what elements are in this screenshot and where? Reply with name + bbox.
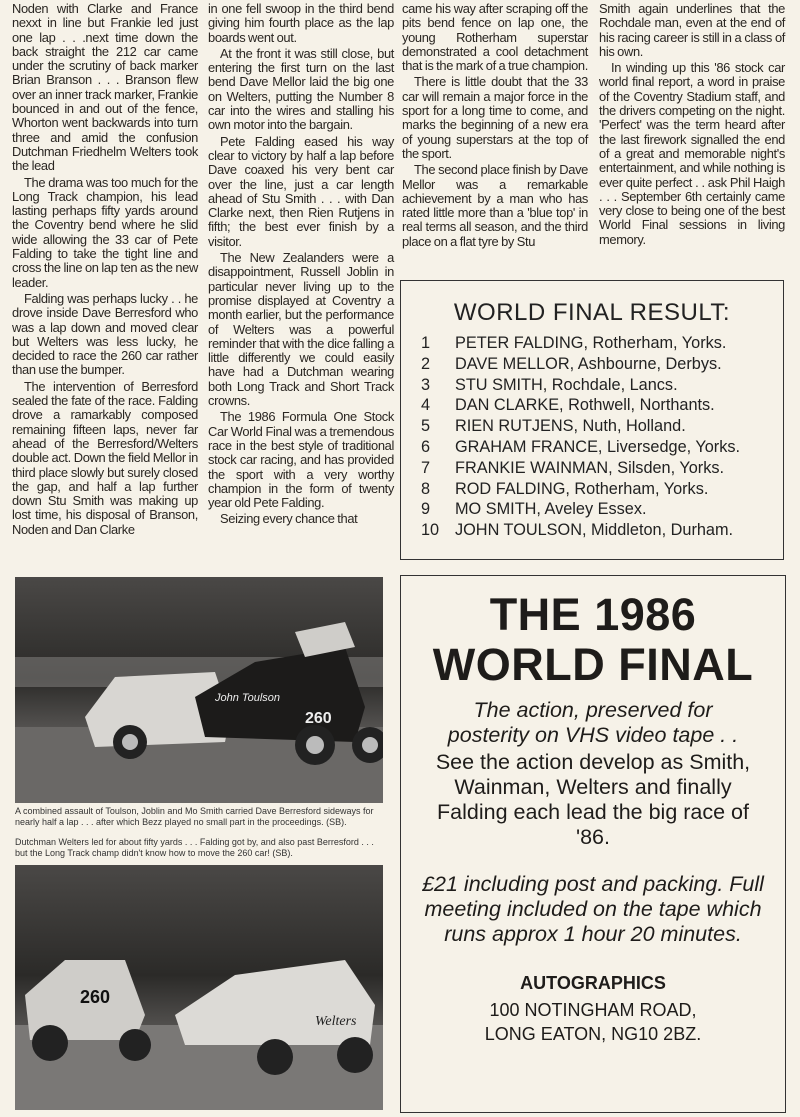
result-driver: DAVE MELLOR, Ashbourne, Derbys. [455, 354, 722, 373]
race-photo-2 [15, 865, 383, 1110]
result-position: 1 [421, 334, 431, 352]
paragraph: Noden with Clarke and France nexxt in line but Frankie led just one lap . . .next time down the back straight the 212 car came under the scrutiny of back marker Brian Branson . . . Branson flew over an inner track marker, Frankie bounced in and out of the fence, Whorton went backwards into turn three and amid the confusion Dutchman Friedhelm Welters took the lead [12, 1, 198, 174]
result-driver: ROD FALDING, Rotherham, Yorks. [455, 479, 709, 498]
photo-1-image [15, 577, 383, 803]
photo-2-caption: Dutchman Welters led for about fifty yards . . . Falding got by, and also past Berresford . . . but the Long Track champ didn't know how to move the 260 car! (SB). [15, 837, 374, 858]
paragraph: The New Zealanders were a disappointment, Russell Joblin in particular never living up to the promise displayed at Coventry a month earlier, but the performance of Welters was a powerful reminder that with the dice falling a little differently we could easily have had a Dutchman wearing both Long Track and Short Track crowns. [208, 250, 394, 409]
article-column-4 [599, 2, 785, 249]
car-number: 260 [80, 987, 111, 1007]
result-entry [421, 416, 783, 437]
paragraph: Pete Falding eased his way clear to victory by half a lap before Dave coaxed his very bent car over the line, just a car length ahead of Stu Smith . . . with Dan Clarke next, then Rien Rutjens in fifth; the best ever finish by a visitor. [208, 133, 394, 249]
result-driver: RIEN RUTJENS, Nuth, Holland. [455, 417, 686, 436]
advert-address-line-1: 100 NOTINGHAM ROAD, [489, 1000, 697, 1020]
paragraph: The drama was too much for the Long Track champion, his lead lasting perhaps fifty yards around the Coventry bend where he slid wide allowing the 33 car of Pete Falding to take the tight line and cross the line on lap ten as the new leader. [12, 174, 198, 290]
paragraph: The intervention of Berresford sealed the fate of the race. Falding drove a ramarkably composed remaining fifteen laps, never far ahead of the Berresford/Welters double act. Down the field Mellor in third place slowly but surely closed the gap, and half a lap further down Stu Smith was making up lost time, his disposal of Branson, Noden and Dan Clarke [12, 378, 198, 537]
car-signage: John Toulson [215, 692, 281, 704]
advert-company: AUTOGRAPHICS [520, 973, 666, 993]
article-column-2 [208, 2, 394, 529]
paragraph: The second place finish by Dave Mellor was a remarkable achievement by a man who has rated little more than a 'blue top' in real terms all season, and the third place on a flat tyre by Stu [402, 162, 588, 249]
advert-tagline: The action, preserved for posterity on VHS video tape . . [447, 698, 739, 747]
result-driver: STU SMITH, Rochdale, Lancs. [455, 375, 678, 394]
paragraph: in one fell swoop in the third bend giving him fourth place as the lap boards went out. [208, 1, 394, 45]
world-final-results-box [400, 280, 784, 560]
result-driver: MO SMITH, Aveley Essex. [455, 500, 647, 519]
result-entry [421, 520, 783, 541]
result-entry [421, 458, 783, 479]
advert-body: See the action develop as Smith, Wainman, Welters and finally Falding each lead the big race of '86. [435, 750, 751, 849]
result-entry [421, 437, 783, 458]
result-position: 5 [421, 417, 431, 436]
advert-address-line-2: LONG EATON, NG10 2BZ. [484, 1024, 702, 1044]
article-column-3 [402, 2, 588, 251]
result-driver: GRAHAM FRANCE, Liversedge, Yorks. [455, 437, 741, 456]
paragraph: Smith again underlines that the Rochdale man, even at the end of his racing career is still in a class of his own. [599, 1, 785, 59]
paragraph: came his way after scraping off the pits bend fence on lap one, the young Rotherham superstar demonstrated a cool detachment that is the mark of a true champion. [402, 1, 588, 74]
paragraph: At the front it was still close, but entering the first turn on the last bend Dave Mellor laid the big one on Welters, putting the Number 8 car into the wires and stalling his own motor into the bargain. [208, 45, 394, 133]
paragraph: Falding was perhaps lucky . . he drove inside Dave Berresford who was a lap down and moved clear but Welters was less lucky, he decided to race the 260 car rather than use the bumper. [12, 290, 198, 378]
result-position: 10 [421, 521, 440, 540]
car-signage: Welters [315, 1014, 357, 1029]
paragraph: Seizing every chance that [220, 511, 358, 527]
result-position: 4 [421, 396, 431, 415]
result-position: 6 [421, 437, 431, 456]
advert-title-line-1: THE 1986 [489, 589, 697, 640]
result-position: 3 [421, 375, 431, 394]
result-entry [421, 333, 783, 354]
result-driver: DAN CLARKE, Rothwell, Northants. [455, 396, 715, 415]
photo-1-caption: A combined assault of Toulson, Joblin and Mo Smith carried Dave Berresford sideways for nearly half a lap . . . after which Bezz played no small part in the proceedings. (SB). [15, 806, 374, 827]
article-column-1 [12, 2, 198, 539]
result-driver: PETER FALDING, Rotherham, Yorks. [455, 334, 727, 352]
result-entry [421, 354, 783, 375]
result-position: 8 [421, 479, 431, 498]
results-title: WORLD FINAL RESULT: [453, 299, 731, 326]
result-entry [421, 395, 783, 416]
paragraph: In winding up this '86 stock car world final report, a word in praise of the Coventry Stadium staff, and the drivers competing on the night. 'Perfect' was the term heard after the last firework signalled the end of a great and memorable night's entertainment, and while nothing is ever quite perfect . . ask Phil Haigh . . . September 6th certainly came very close to being one of the best World Final sessions in living memory. [599, 60, 785, 247]
race-photo-1 [15, 577, 383, 803]
result-position: 7 [421, 458, 431, 477]
result-position: 9 [421, 500, 431, 519]
advert-price: £21 including post and packing. Full meeting included on the tape which runs approx 1 hour 20 minutes. [422, 872, 764, 946]
paragraph: The 1986 Formula One Stock Car World Final was a tremendous race in the best style of traditional stock car racing, and has provided the sport with a very worthy champion in the form of twenty year old Pete Falding. [208, 409, 394, 511]
result-entry [421, 479, 783, 500]
result-entry [421, 499, 783, 520]
result-driver: FRANKIE WAINMAN, Silsden, Yorks. [455, 458, 725, 477]
result-entry [421, 375, 783, 396]
result-position: 2 [421, 354, 431, 373]
result-driver: JOHN TOULSON, Middleton, Durham. [455, 521, 734, 540]
vhs-tape-advert [400, 575, 786, 1113]
advert-title-line-2: WORLD FINAL [432, 639, 754, 690]
car-number: 260 [305, 710, 332, 727]
paragraph: There is little doubt that the 33 car will remain a major force in the sport for a long time to come, and marks the beginning of a new era of young superstars at the top of the sport. [402, 74, 588, 161]
results-list [401, 333, 783, 541]
photo-2-image [15, 865, 383, 1110]
